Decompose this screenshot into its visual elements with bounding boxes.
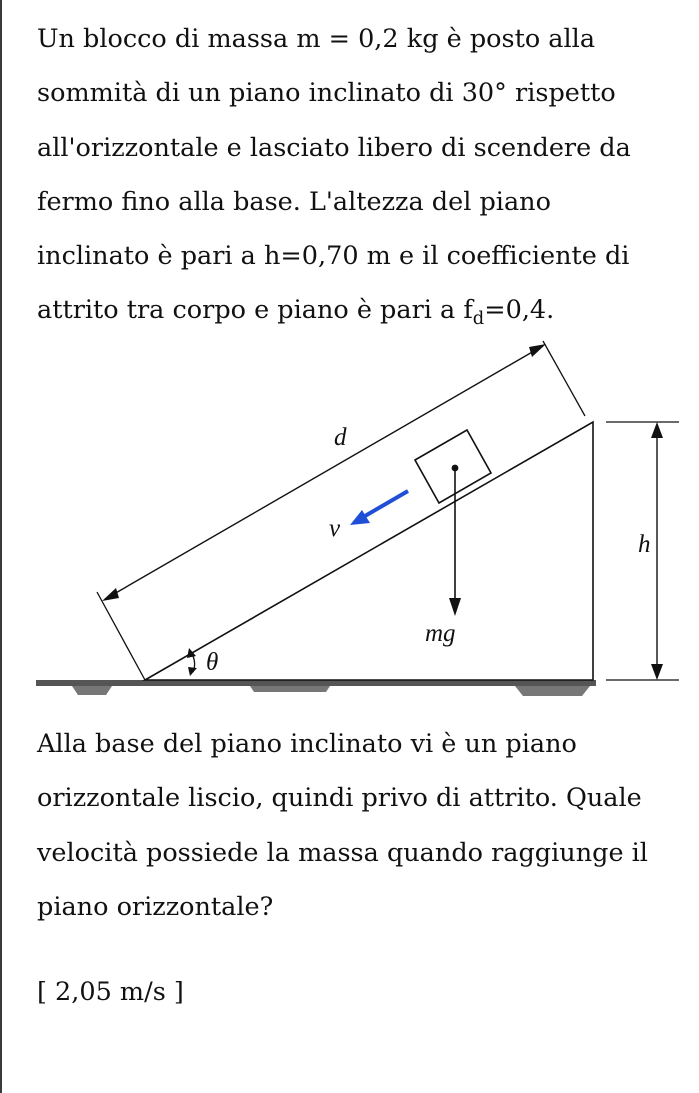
height-value: h=0,70 m xyxy=(264,241,391,272)
label-mg: mg xyxy=(425,620,456,647)
incline-triangle xyxy=(145,422,593,680)
velocity-arrow-shaft xyxy=(365,491,408,516)
problem-line-1: Un blocco di massa m = 0,2 kg è posto alla xyxy=(37,24,596,54)
question-line-1: Alla base del piano inclinato vi è un piano xyxy=(37,729,577,759)
answer-text: [ 2,05 m/s ] xyxy=(37,977,184,1007)
problem-statement xyxy=(37,12,677,338)
ground-tab xyxy=(72,686,112,695)
question-line-2: orizzontale liscio, quindi privo di attrito. Quale xyxy=(37,783,642,814)
h-arrow-head-top xyxy=(651,422,663,438)
d-arrow-head-upper xyxy=(529,344,546,357)
inclined-plane-figure xyxy=(0,330,699,710)
weight-arrow-head xyxy=(449,598,461,616)
friction-coefficient: $f_d=0,4$. xyxy=(463,295,555,330)
theta-arrow-bottom xyxy=(188,667,197,676)
d-extension-upper xyxy=(543,341,585,416)
label-theta: θ xyxy=(206,649,219,676)
question-line-3: velocità possiede la massa quando raggiunge il xyxy=(37,837,648,868)
label-v: v xyxy=(329,515,341,542)
h-arrow-head-bottom xyxy=(651,664,663,680)
label-d: d xyxy=(334,424,347,451)
question-statement xyxy=(37,717,677,934)
ground-tab xyxy=(250,686,330,692)
mass-value: m = 0,2 kg xyxy=(296,24,439,54)
theta-arrow-top xyxy=(187,648,196,658)
velocity-arrow-head xyxy=(350,510,370,525)
d-arrow-head-lower xyxy=(102,588,119,601)
d-extension-lower xyxy=(97,592,145,680)
angle-value: 30° xyxy=(461,78,507,109)
problem-line-3: all'orizzontale e lasciato libero di scendere da xyxy=(37,132,631,163)
problem-line-5: inclinato è pari a h=0,70 m e il coefficiente di xyxy=(37,241,630,272)
problem-line-6: attrito tra corpo e piano è pari a $f_d=0,4$. xyxy=(37,295,555,330)
ground-tab xyxy=(515,686,590,696)
label-h: h xyxy=(638,531,651,558)
question-line-4: piano orizzontale? xyxy=(37,891,274,922)
problem-line-4: fermo fino alla base. L'altezza del piano xyxy=(37,186,551,217)
problem-line-2: sommità di un piano inclinato di 30° rispetto xyxy=(37,78,616,109)
